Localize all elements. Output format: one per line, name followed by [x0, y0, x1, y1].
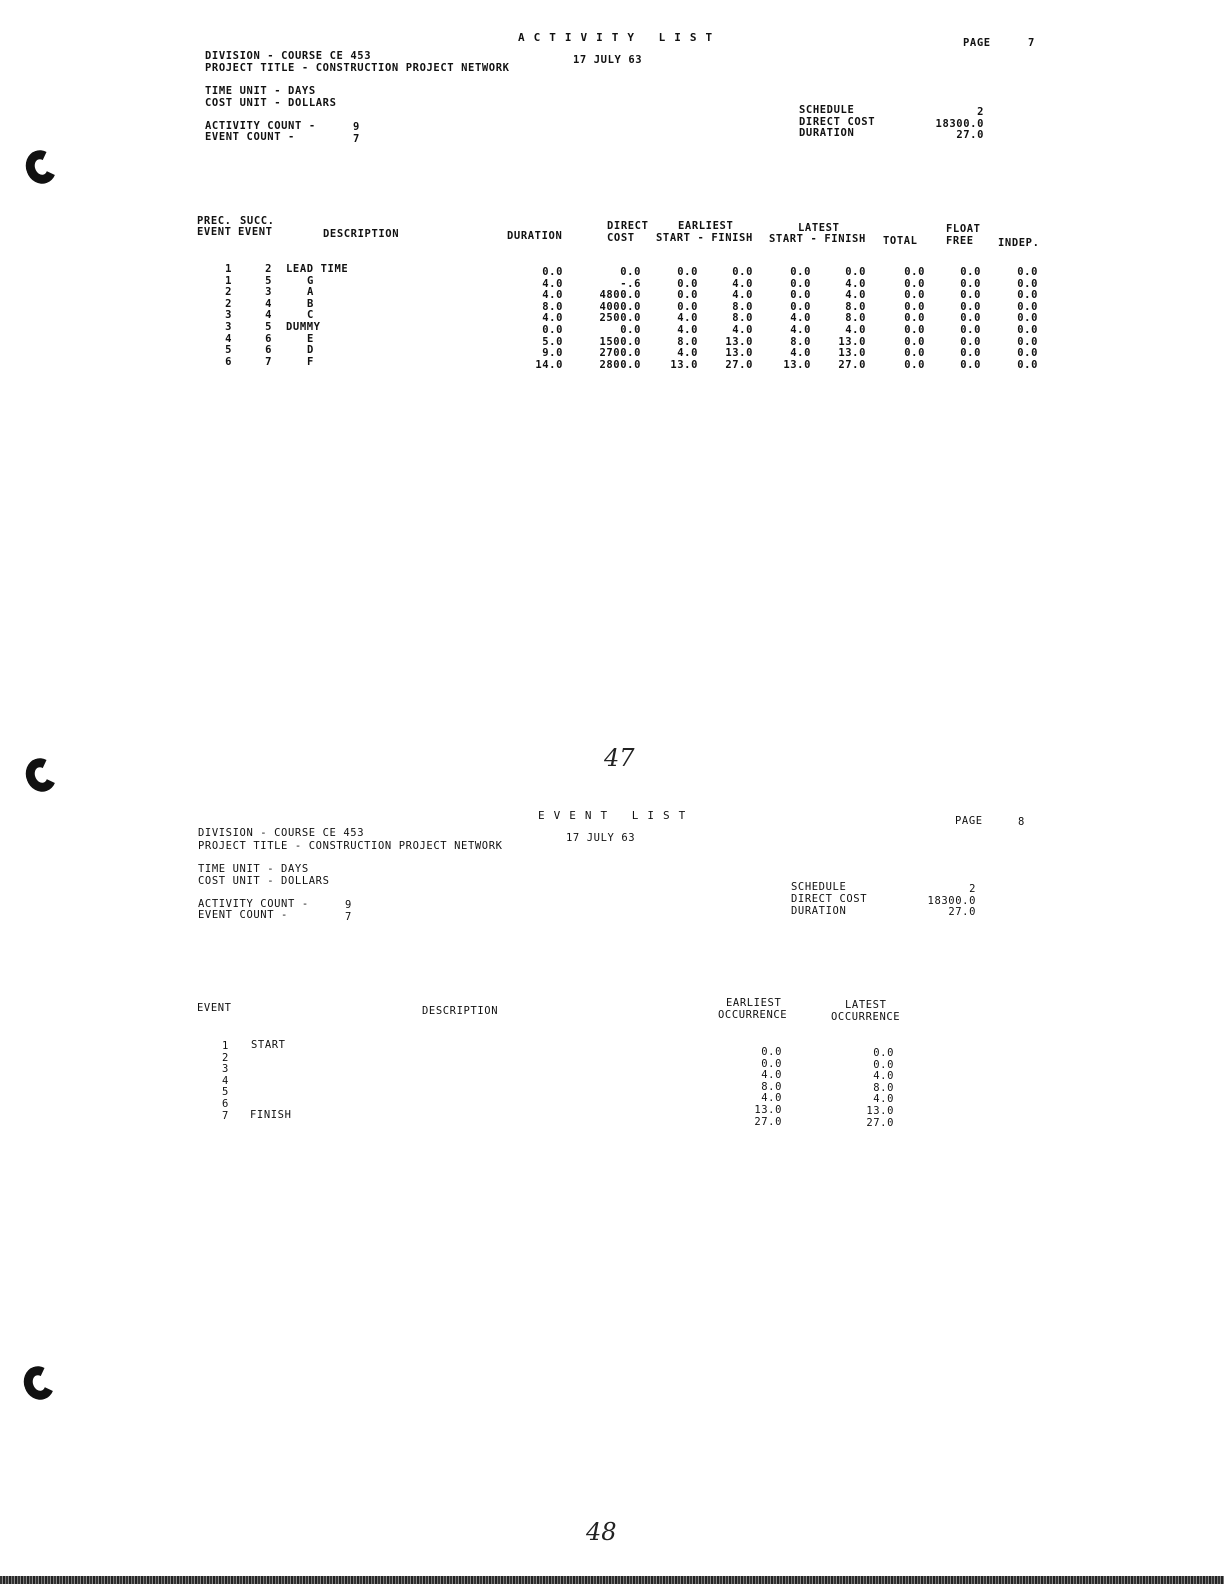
activity-cell-free: 0.0	[960, 335, 981, 348]
binder-hole-middle	[21, 754, 61, 796]
cost-unit-line: COST UNIT - DOLLARS	[205, 97, 337, 109]
binder-hole-top	[21, 146, 61, 188]
activity-cell-lf: 4.0	[845, 277, 866, 290]
activity-cell-es: 13.0	[670, 358, 698, 371]
duration-label: DURATION	[799, 127, 855, 139]
activity-cell-total: 0.0	[904, 312, 925, 325]
activity-cell-total: 0.0	[904, 266, 925, 278]
activity-cell-indep: 0.0	[1017, 347, 1038, 360]
activity-cell-prec: 3	[225, 309, 232, 322]
activity-cell-succ: 4	[265, 297, 272, 310]
activity-cell-cost: 2800.0	[599, 358, 641, 371]
activity-cell-dur: 14.0	[535, 358, 563, 371]
schedule-label: SCHEDULE	[799, 104, 855, 116]
activity-count-label: ACTIVITY COUNT -	[205, 120, 316, 132]
event-latest-occurrence: 13.0	[866, 1105, 894, 1117]
activity-cell-free: 0.0	[960, 300, 981, 313]
event-number: 6	[222, 1098, 229, 1110]
activity-cell-cost: 2700.0	[599, 347, 641, 360]
header-prec: PREC.	[197, 215, 232, 227]
activity-cell-succ: 3	[265, 286, 272, 299]
activity-cell-es: 4.0	[677, 324, 698, 336]
header-direct: DIRECT	[607, 220, 649, 232]
event-number: 7	[222, 1109, 229, 1122]
event-earliest-occurrence: 0.0	[761, 1057, 782, 1070]
activity-cell-succ: 5	[265, 321, 272, 333]
activity-cell-dur: 9.0	[542, 347, 563, 360]
activity-cell-lf: 13.0	[838, 335, 866, 348]
report-date: 17 JULY 63	[573, 54, 643, 66]
schedule-value: 2	[969, 883, 976, 895]
activity-cell-es: 8.0	[677, 335, 698, 348]
event-count-label: EVENT COUNT -	[205, 131, 295, 143]
activity-cell-cost: 1500.0	[599, 335, 641, 348]
direct-cost-value: 18300.0	[935, 118, 984, 130]
event-number: 5	[222, 1086, 229, 1099]
handwritten-page-number: 48	[586, 1518, 617, 1546]
activity-cell-ls: 8.0	[790, 335, 811, 348]
report-date: 17 JULY 63	[566, 832, 636, 844]
activity-cell-free: 0.0	[960, 277, 981, 290]
header-float: FLOAT	[946, 223, 981, 235]
activity-cell-prec: 3	[225, 321, 232, 333]
activity-cell-desc: F	[307, 355, 314, 368]
event-earliest-occurrence: 0.0	[761, 1046, 782, 1058]
event-number: 1	[222, 1040, 229, 1052]
header-event-succ: EVENT	[238, 226, 273, 238]
activity-cell-lf: 27.0	[838, 358, 866, 371]
activity-cell-lf: 8.0	[845, 312, 866, 325]
schedule-value: 2	[977, 106, 984, 118]
activity-cell-ef: 4.0	[732, 289, 753, 302]
event-earliest-occurrence: 13.0	[754, 1104, 782, 1116]
event-earliest-occurrence: 27.0	[754, 1115, 782, 1128]
activity-cell-total: 0.0	[904, 335, 925, 348]
activity-cell-lf: 0.0	[845, 266, 866, 278]
activity-cell-desc: A	[307, 286, 314, 299]
event-number: 4	[222, 1074, 229, 1087]
activity-cell-ls: 0.0	[790, 266, 811, 278]
activity-cell-desc: C	[307, 309, 314, 322]
event-earliest-occurrence: 4.0	[761, 1092, 782, 1105]
activity-cell-total: 0.0	[904, 300, 925, 313]
event-earliest-occurrence: 4.0	[761, 1069, 782, 1082]
header-earliest-start-finish: START - FINISH	[656, 232, 753, 244]
activity-cell-prec: 6	[225, 355, 232, 368]
header-earliest: EARLIEST	[726, 997, 782, 1009]
activity-cell-desc: DUMMY	[286, 321, 321, 333]
activity-cell-desc: B	[307, 297, 314, 310]
handwritten-page-number: 47	[604, 744, 635, 772]
activity-cell-dur: 4.0	[542, 289, 563, 302]
page-number: 8	[1018, 816, 1025, 828]
time-unit-line: TIME UNIT - DAYS	[205, 85, 316, 97]
activity-cell-ls: 4.0	[790, 347, 811, 360]
header-succ: SUCC.	[240, 215, 275, 227]
activity-cell-ef: 0.0	[732, 266, 753, 278]
activity-cell-cost: 4800.0	[599, 289, 641, 302]
header-free: FREE	[946, 235, 974, 247]
activity-cell-es: 0.0	[677, 277, 698, 290]
event-count-value: 7	[345, 911, 352, 923]
duration-value: 27.0	[956, 129, 984, 141]
activity-cell-succ: 6	[265, 344, 272, 357]
activity-cell-desc: G	[307, 274, 314, 287]
project-title-line: PROJECT TITLE - CONSTRUCTION PROJECT NETWORK	[198, 840, 503, 852]
activity-cell-cost: 0.0	[620, 266, 641, 278]
page-label: PAGE	[963, 37, 991, 49]
event-latest-occurrence: 0.0	[873, 1058, 894, 1071]
activity-cell-dur: 4.0	[542, 277, 563, 290]
activity-cell-ls: 0.0	[790, 277, 811, 290]
activity-cell-indep: 0.0	[1017, 312, 1038, 325]
page-label: PAGE	[955, 815, 983, 827]
event-latest-occurrence: 4.0	[873, 1070, 894, 1083]
activity-cell-prec: 4	[225, 332, 232, 345]
activity-cell-total: 0.0	[904, 358, 925, 371]
activity-cell-lf: 8.0	[845, 300, 866, 313]
activity-cell-ef: 4.0	[732, 277, 753, 290]
activity-cell-indep: 0.0	[1017, 289, 1038, 302]
activity-cell-indep: 0.0	[1017, 324, 1038, 336]
activity-cell-cost: 0.0	[620, 324, 641, 336]
activity-cell-succ: 2	[265, 263, 272, 275]
activity-cell-free: 0.0	[960, 358, 981, 371]
direct-cost-label: DIRECT COST	[799, 116, 876, 128]
activity-cell-prec: 1	[225, 274, 232, 287]
activity-cell-ls: 13.0	[783, 358, 811, 371]
project-title-line: PROJECT TITLE - CONSTRUCTION PROJECT NETWORK	[205, 62, 510, 74]
cost-unit-line: COST UNIT - DOLLARS	[198, 875, 330, 887]
activity-cell-es: 0.0	[677, 300, 698, 313]
scan-edge-strip	[0, 1576, 1224, 1584]
activity-cell-succ: 5	[265, 274, 272, 287]
activity-cell-prec: 5	[225, 344, 232, 357]
activity-cell-es: 0.0	[677, 289, 698, 302]
activity-cell-ef: 13.0	[725, 335, 753, 348]
activity-cell-indep: 0.0	[1017, 266, 1038, 278]
header-description: DESCRIPTION	[323, 228, 400, 240]
event-list-title: EVENT LIST	[538, 809, 695, 822]
activity-cell-total: 0.0	[904, 347, 925, 360]
activity-cell-ls: 4.0	[790, 324, 811, 336]
activity-cell-free: 0.0	[960, 324, 981, 336]
activity-cell-free: 0.0	[960, 347, 981, 360]
activity-count-value: 9	[345, 899, 352, 911]
activity-cell-ef: 13.0	[725, 347, 753, 360]
event-latest-occurrence: 4.0	[873, 1093, 894, 1106]
activity-cell-prec: 1	[225, 263, 232, 275]
event-description: FINISH	[250, 1108, 292, 1121]
activity-cell-ef: 8.0	[732, 312, 753, 325]
activity-cell-indep: 0.0	[1017, 335, 1038, 348]
activity-cell-prec: 2	[225, 297, 232, 310]
header-event: EVENT	[197, 1002, 232, 1014]
event-description: START	[251, 1039, 286, 1051]
header-latest: LATEST	[798, 222, 840, 234]
event-count-label: EVENT COUNT -	[198, 909, 288, 921]
header-latest-occurrence: OCCURRENCE	[831, 1011, 901, 1023]
activity-cell-ef: 8.0	[732, 300, 753, 313]
header-event-prec: EVENT	[197, 226, 232, 238]
activity-cell-free: 0.0	[960, 289, 981, 302]
event-number: 3	[222, 1063, 229, 1076]
activity-cell-succ: 7	[265, 355, 272, 368]
activity-cell-total: 0.0	[904, 324, 925, 336]
header-earliest: EARLIEST	[678, 220, 734, 232]
activity-cell-succ: 4	[265, 309, 272, 322]
direct-cost-value: 18300.0	[927, 895, 976, 907]
activity-cell-prec: 2	[225, 286, 232, 299]
event-earliest-occurrence: 8.0	[761, 1080, 782, 1093]
time-unit-line: TIME UNIT - DAYS	[198, 863, 309, 875]
activity-cell-cost: 2500.0	[599, 312, 641, 325]
activity-cell-dur: 5.0	[542, 335, 563, 348]
activity-cell-desc: LEAD TIME	[286, 263, 349, 275]
page-number: 7	[1028, 37, 1035, 49]
binder-hole-bottom	[19, 1362, 59, 1404]
activity-count-value: 9	[353, 121, 360, 133]
activity-cell-lf: 4.0	[845, 289, 866, 302]
activity-cell-ls: 0.0	[790, 289, 811, 302]
activity-cell-dur: 0.0	[542, 266, 563, 278]
event-latest-occurrence: 8.0	[873, 1081, 894, 1094]
event-number: 2	[222, 1051, 229, 1064]
header-indep: INDEP.	[998, 237, 1040, 249]
activity-cell-free: 0.0	[960, 266, 981, 278]
event-latest-occurrence: 0.0	[873, 1047, 894, 1059]
division-line: DIVISION - COURSE CE 453	[198, 827, 365, 839]
activity-cell-dur: 0.0	[542, 324, 563, 336]
header-earliest-occurrence: OCCURRENCE	[718, 1009, 788, 1021]
event-count-value: 7	[353, 133, 360, 145]
activity-cell-total: 0.0	[904, 289, 925, 302]
duration-label: DURATION	[791, 905, 847, 917]
header-duration: DURATION	[507, 230, 563, 242]
activity-cell-indep: 0.0	[1017, 277, 1038, 290]
header-cost: COST	[607, 232, 635, 244]
activity-cell-indep: 0.0	[1017, 300, 1038, 313]
event-latest-occurrence: 27.0	[866, 1116, 894, 1129]
activity-cell-indep: 0.0	[1017, 358, 1038, 371]
activity-cell-lf: 4.0	[845, 324, 866, 336]
activity-cell-ef: 27.0	[725, 358, 753, 371]
header-latest-start-finish: START - FINISH	[769, 233, 866, 245]
activity-cell-lf: 13.0	[838, 347, 866, 360]
activity-cell-es: 0.0	[677, 266, 698, 278]
activity-list-title: ACTIVITY LIST	[518, 31, 722, 44]
activity-cell-desc: E	[307, 332, 314, 345]
header-total: TOTAL	[883, 235, 918, 247]
activity-cell-dur: 4.0	[542, 312, 563, 325]
activity-count-label: ACTIVITY COUNT -	[198, 898, 309, 910]
activity-cell-ls: 4.0	[790, 312, 811, 325]
activity-cell-dur: 8.0	[542, 300, 563, 313]
activity-cell-ls: 0.0	[790, 300, 811, 313]
header-description: DESCRIPTION	[422, 1005, 499, 1017]
activity-cell-cost: -.6	[620, 277, 641, 290]
activity-cell-ef: 4.0	[732, 324, 753, 336]
activity-cell-es: 4.0	[677, 312, 698, 325]
activity-cell-total: 0.0	[904, 277, 925, 290]
activity-cell-desc: D	[307, 344, 314, 357]
activity-cell-cost: 4000.0	[599, 300, 641, 313]
activity-cell-es: 4.0	[677, 347, 698, 360]
duration-value: 27.0	[948, 906, 976, 918]
direct-cost-label: DIRECT COST	[791, 893, 868, 905]
header-latest: LATEST	[845, 999, 887, 1011]
schedule-label: SCHEDULE	[791, 881, 847, 893]
activity-cell-succ: 6	[265, 332, 272, 345]
activity-cell-free: 0.0	[960, 312, 981, 325]
division-line: DIVISION - COURSE CE 453	[205, 50, 372, 62]
